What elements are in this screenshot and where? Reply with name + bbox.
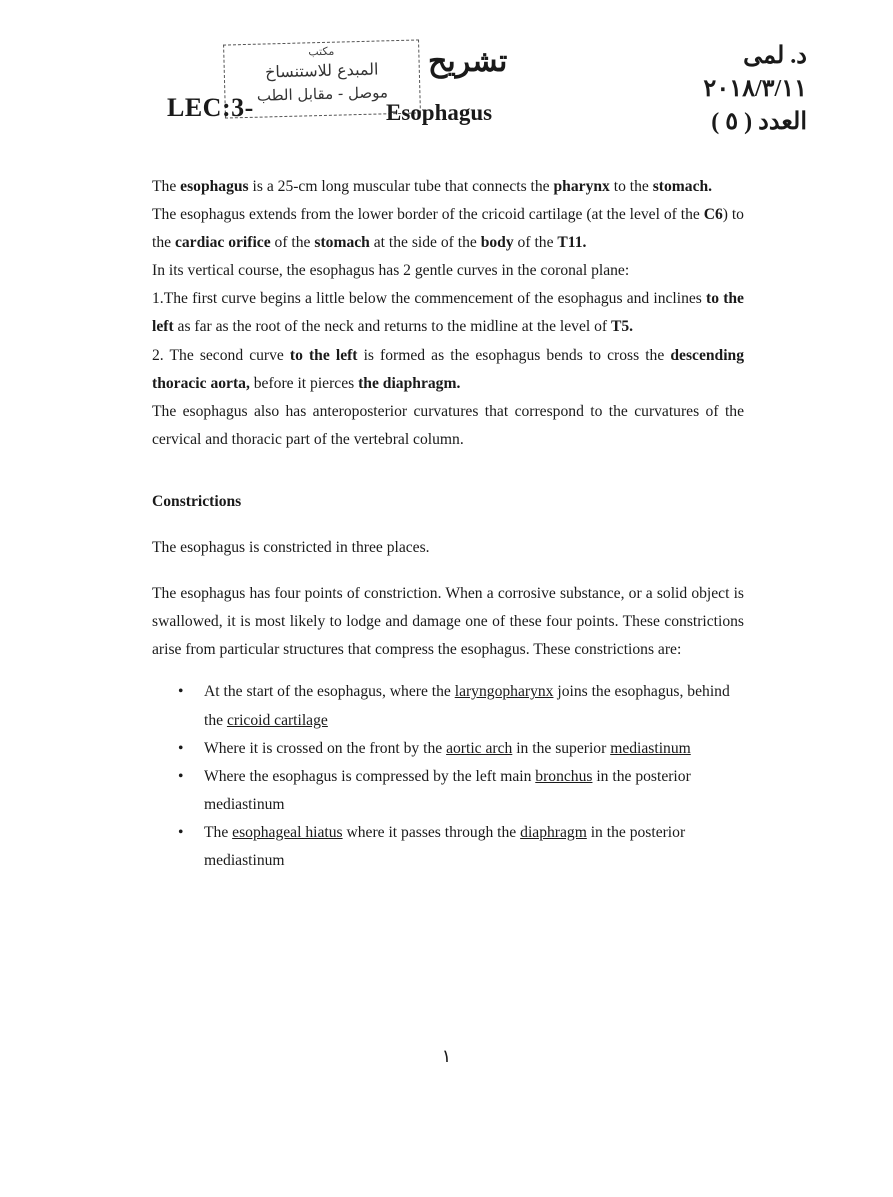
section-heading-constrictions: Constrictions (152, 492, 242, 510)
paragraph-course: In its vertical course, the esophagus has 2 gentle curves in the coronal plane: (152, 262, 630, 280)
stamp-line-3: موصل - مقابل الطب (256, 83, 389, 105)
page-title: Esophagus (386, 100, 493, 125)
stamp-line-1: مكتب (308, 45, 335, 59)
list-item: • Where the esophagus is compressed by the left main bronchus in the posterior mediastinum (204, 763, 744, 819)
page-number: ١ (441, 1046, 452, 1066)
paragraph-second-curve: 2. The second curve to the left is formed as the esophagus bends to cross the descending thoracic aorta, before it pierces the diaphragm. (152, 346, 745, 392)
issue-number: العدد ( ٥ ) (711, 109, 807, 135)
subject-arabic: تشريح (428, 45, 508, 78)
doctor-name: د. لمى (743, 43, 807, 69)
paragraph-definition: The esophagus is a 25-cm long muscular tube that connects the pharynx to the stomach. (152, 178, 713, 195)
lecture-number: LEC:3- (167, 93, 254, 122)
paragraph-ap-curvatures: The esophagus also has anteroposterior curvatures that correspond to the curvatures of the cervical and thoracic part of the vertebral column. (152, 402, 744, 448)
paragraph-three-places: The esophagus is constricted in three places. (152, 539, 430, 557)
list-item: • At the start of the esophagus, where the laryngopharynx joins the esophagus, behind the cricoid cartilage (204, 678, 744, 734)
paragraph-extent: The esophagus extends from the lower border of the cricoid cartilage (at the level of the C6) to the cardiac orifice of the stomach at the side of the body of the T11. (152, 206, 744, 252)
document-body (152, 173, 744, 875)
paragraph-first-curve: 1.The first curve begins a little below the commencement of the esophagus and inclines to the left as far as the root of the neck and returns to the midline at the level of T5. (152, 290, 744, 336)
lecture-date: ٢٠١٨/٣/١١ (703, 76, 807, 102)
stamp-line-2: المبدع للاستنساخ (264, 59, 379, 82)
header-info (627, 40, 807, 139)
paragraph-four-points: The esophagus has four points of constriction. When a corrosive substance, or a solid object is swallowed, it is most likely to lodge and damage one of these four points. These constrictions arise from particular structures that compress the esophagus. These constrictions are: (152, 585, 744, 659)
list-item: • Where it is crossed on the front by the aortic arch in the superior mediastinum (204, 735, 744, 763)
list-item: • The esophageal hiatus where it passes through the diaphragm in the posterior mediastinum (204, 819, 744, 875)
constriction-list (152, 678, 744, 875)
